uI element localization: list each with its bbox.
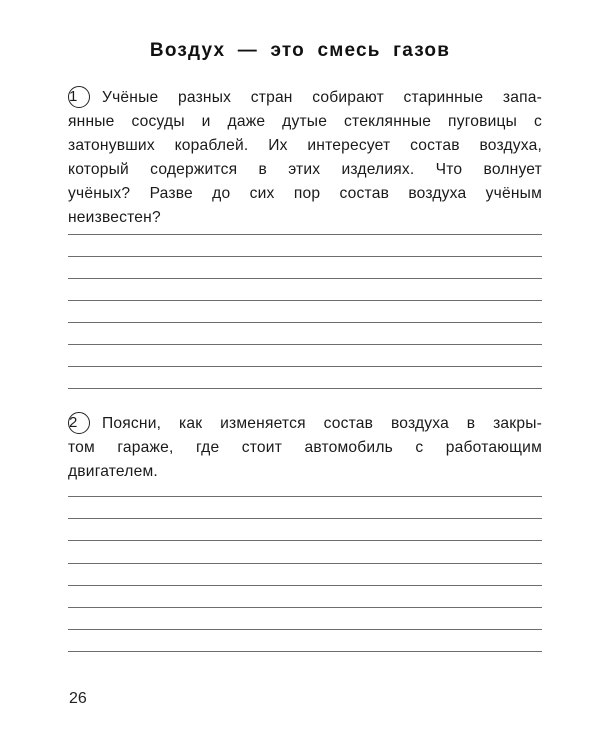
answer-line	[68, 344, 542, 345]
answer-line	[68, 256, 542, 257]
answer-line	[68, 585, 542, 586]
page-title: Воздух — это смесь газов	[149, 40, 451, 61]
task-1	[68, 86, 542, 230]
task-1-line	[68, 86, 542, 110]
answer-line	[68, 540, 542, 541]
task-1-line-text: Учёные разных стран собирают старинные запа-	[102, 89, 542, 106]
answer-line	[68, 366, 542, 367]
task-number-badge: 2	[68, 412, 90, 434]
task-1-line: который содержится в этих изделиях. Что волнует	[68, 161, 542, 178]
answer-line	[68, 607, 542, 608]
answer-line	[68, 234, 542, 235]
task-2-text	[68, 412, 542, 484]
answer-line	[68, 629, 542, 630]
task-2-line	[68, 412, 542, 436]
task-2-line: двигателем.	[68, 463, 158, 480]
task-2-line-text: Поясни, как изменяется состав воздуха в закры-	[102, 415, 542, 432]
answer-line	[68, 651, 542, 652]
task-1-text	[68, 86, 542, 230]
answer-line	[68, 563, 542, 564]
page-number: 26	[69, 690, 87, 707]
task-1-line: учёных? Разве до сих пор состав воздуха учёным	[68, 185, 542, 202]
task-1-line: затонувших кораблей. Их интересует состав воздуха,	[68, 137, 542, 154]
answer-line	[68, 518, 542, 519]
task-2-line: том гараже, где стоит автомобиль с работающим	[68, 439, 542, 456]
task-1-line: неизвестен?	[68, 209, 161, 226]
answer-line	[68, 300, 542, 301]
answer-line	[68, 322, 542, 323]
answer-line	[68, 496, 542, 497]
answer-line	[68, 278, 542, 279]
task-1-line: янные сосуды и даже дутые стеклянные пуговицы с	[68, 113, 542, 130]
task-2	[68, 412, 542, 484]
answer-line	[68, 388, 542, 389]
task-number-badge: 1	[68, 86, 90, 108]
